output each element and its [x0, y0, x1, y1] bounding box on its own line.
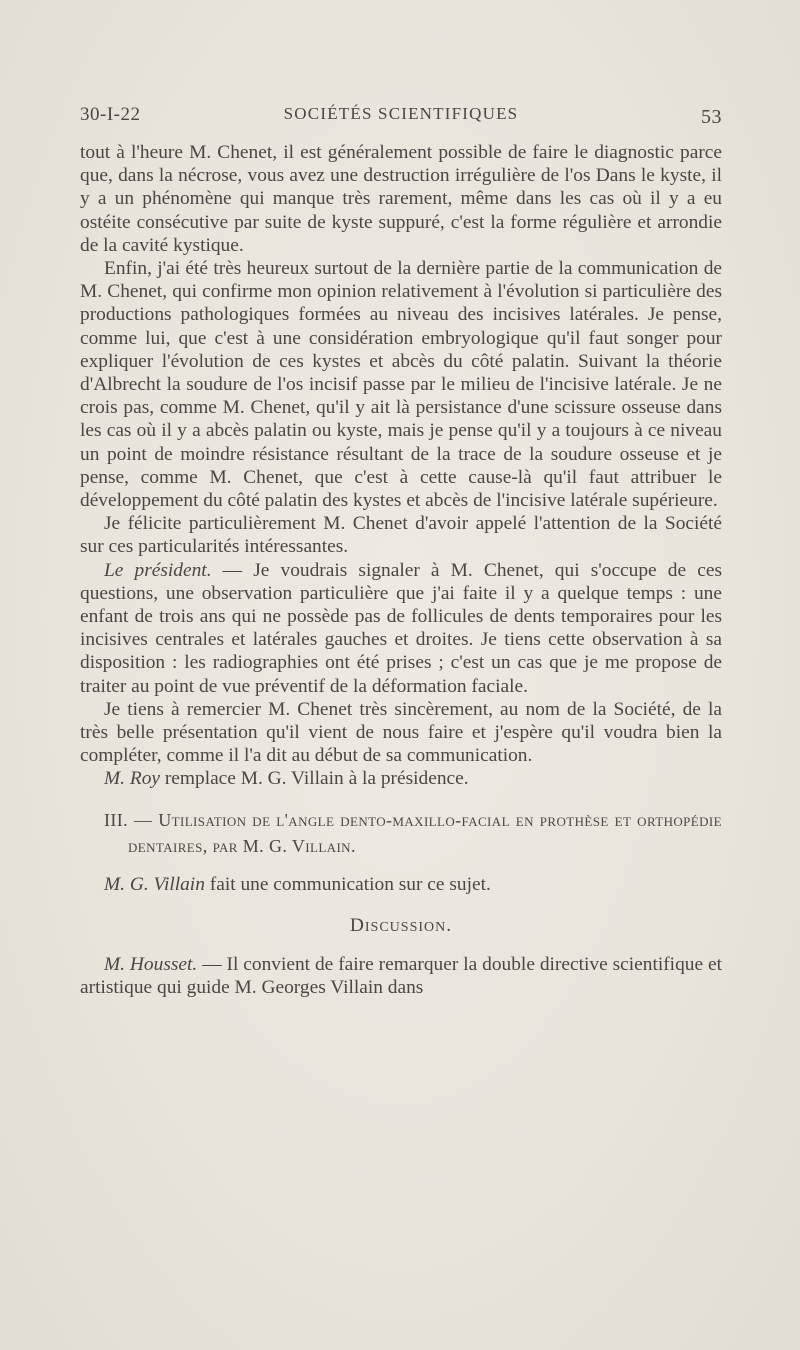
paragraph: Enfin, j'ai été très heureux surtout de la dernière partie de la communication de M. Chenet, qui confirme mon opinion relativement à l'évolution si particulière des productions pathologiques formées au niveau des incisives latérales. Je pense, comme lui, que c'est à une considération embryologique qu'il faut songer pour expliquer l'évolution de ces kystes et abcès du côté palatin. Suivant la théorie d'Albrecht la soudure de l'os incisif passe par le milieu de l'incisive latérale. Je ne crois pas, comme M. Chenet, qu'il y ait là persistance d'une scissure osseuse dans les cas où il y a abcès palatin ou kyste, mais je pense qu'il y a toujours à ce niveau un point de moindre résistance résultant de la trace de la soudure osseuse et je pense, comme M. Chenet, que c'est à cette cause-là qu'il faut attribuer le développement du côté palatin des kystes et abcès de l'incisive latérale supérieure. [80, 258, 722, 512]
paragraph-continuation: tout à l'heure M. Chenet, il est généralement possible de faire le diagnostic parce que, dans la nécrose, vous avez une destruction irrégulière de l'os Dans le kyste, il y a un phénomène qui manque très rarement, même dans les cas où il y a eu ostéite consécutive par suite de kyste suppuré, c'est la forme régulière et arrondie de la cavité kystique. [80, 142, 722, 256]
paragraph [80, 559, 722, 698]
page-number: 53 [701, 106, 722, 128]
section-heading [80, 807, 722, 859]
header-date: 30-I-22 [80, 104, 141, 125]
speech-text: — Je voudrais signaler à M. Chenet, qui s'occupe de ces questions, une observation particulière que j'ai faite il y a quelque temps : une enfant de trois ans qui ne possède pas de follicules de dents temporaires pour les incisives centrales et latérales gauches et droites. Je tiens cette observation à sa disposition : les radiographies ont été prises ; c'est un cas que je me propose de traiter au point de vue préventif de la déformation faciale. [80, 559, 722, 697]
speaker-name: M. Housset. [104, 954, 198, 976]
running-header [80, 104, 722, 134]
section-title: — Utilisation de l'angle dento-maxillo-facial en prothèse et orthopédie dentaires, par M. G. Villain. [128, 809, 722, 856]
paragraph: Je félicite particulièrement M. Chenet d'avoir appelé l'attention de la Société sur ces particularités intéressantes. [80, 513, 722, 558]
paragraph [80, 953, 722, 999]
paragraph [80, 767, 722, 790]
page-body [80, 141, 722, 1000]
speech-text: — Il convient de faire remarquer la double directive scientifique et artistique qui guide M. Georges Villain dans [80, 954, 722, 999]
section-number: III. [104, 809, 129, 830]
speaker-name: Le président. [104, 559, 212, 581]
speech-text: fait une communication sur ce sujet. [204, 873, 491, 895]
header-running-title: SOCIÉTÉS SCIENTIFIQUES [283, 104, 519, 123]
speaker-name: M. Roy [104, 768, 160, 790]
speaker-name: M. G. Villain [104, 873, 205, 895]
paragraph [80, 873, 722, 896]
discussion-heading: Discussion. [349, 914, 453, 936]
speech-text: remplace M. G. Villain à la présidence. [160, 768, 469, 790]
paragraph: Je tiens à remercier M. Chenet très sincèrement, au nom de la Société, de la très belle présentation qu'il vient de nous faire et j'espère qu'il voudra bien la compléter, comme il l'a dit au début de sa communication. [80, 698, 722, 767]
